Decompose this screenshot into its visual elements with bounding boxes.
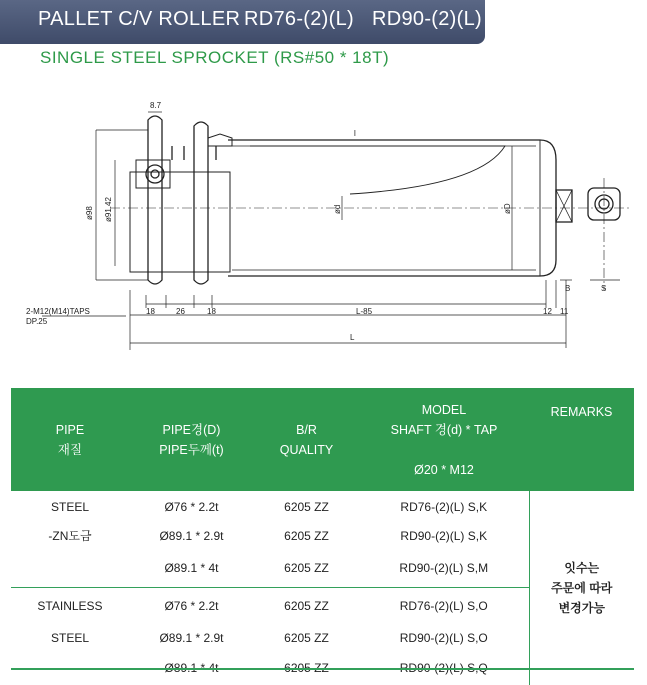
cell-pipe: Ø89.1 * 4t	[164, 560, 219, 575]
table-row	[11, 491, 634, 522]
cell-br: 6205 ZZ	[284, 499, 329, 514]
cell-pipe: Ø89.1 * 2.9t	[159, 630, 224, 645]
table-bottom-rule	[11, 668, 634, 670]
technical-drawing	[0, 90, 647, 360]
cell-pipe: Ø89.1 * 2.9t	[159, 528, 224, 543]
cell-model: RD76-(2)(L) S,O	[359, 587, 529, 624]
hub-bearing	[146, 165, 164, 183]
sprocket-tooth-2	[194, 122, 208, 284]
cell-pipe: Ø76 * 2.2t	[164, 499, 219, 514]
cell-material	[11, 549, 129, 587]
cell-br: 6205 ZZ	[254, 587, 359, 624]
header-br: B/R QUALITY	[254, 388, 359, 491]
dim-26: 26	[176, 307, 185, 316]
dim-l: l	[354, 129, 356, 138]
cell-br: 6205 ZZ	[284, 528, 329, 543]
dim-L: L	[350, 333, 355, 342]
cell-br: 6205 ZZ	[284, 630, 329, 645]
subtitle: SINGLE STEEL SPROCKET (RS#50 * 18T)	[40, 48, 390, 67]
header-pipe: PIPE 재질	[11, 388, 129, 491]
dim-phi-D: øD	[503, 203, 512, 214]
cell-material: STEEL	[50, 630, 89, 645]
dim-dia-91: ø91.42	[104, 197, 113, 222]
cell-br: 6205 ZZ	[284, 560, 329, 575]
header-remarks: REMARKS	[529, 388, 634, 491]
product-name: PALLET C/V ROLLER	[38, 8, 241, 30]
dim-18a: 18	[146, 307, 155, 316]
cell-material: STAINLESS	[11, 587, 129, 624]
dim-dp: DP.25	[26, 317, 48, 326]
cell-model: RD90-(2)(L) S,M	[399, 560, 489, 575]
hub-block	[136, 160, 170, 188]
cell-model: RD90-(2)(L) S,K	[400, 528, 488, 543]
model-2: RD90-(2)(L)	[372, 8, 482, 30]
title-row	[38, 8, 482, 31]
dim-B: B	[565, 284, 571, 293]
model-1: RD76-(2)(L)	[244, 8, 354, 30]
cell-model: RD90-(2)(L) S,O	[399, 630, 488, 645]
dim-11: 11	[560, 307, 569, 316]
cutaway-curve	[250, 146, 505, 194]
dim-12: 12	[543, 307, 552, 316]
sprocket-flange	[130, 172, 230, 272]
cell-material: -ZN도금	[48, 529, 92, 543]
dim-S: S	[601, 284, 607, 293]
sprocket-tooth-1	[148, 116, 162, 284]
cell-remarks: 잇수는 주문에 따라 변경가능	[529, 491, 634, 685]
hub-bearing-inner	[151, 170, 159, 178]
table-header	[11, 388, 634, 491]
spec-table	[11, 388, 634, 685]
dim-18b: 18	[207, 307, 216, 316]
header-model: MODEL SHAFT 경(d) * TAP Ø20 * M12	[359, 388, 529, 491]
title-bar	[0, 0, 485, 44]
cell-material: STEEL	[50, 499, 89, 514]
dim-L85: L-85	[356, 307, 373, 316]
header-pipe-size: PIPE경(D) PIPE두께(t)	[129, 388, 254, 491]
dim-dia-98: ø98	[85, 206, 94, 220]
dim-phi-d: ød	[333, 204, 342, 214]
dim-taps: 2-M12(M14)TAPS	[26, 307, 90, 316]
cell-model: RD76-(2)(L) S,K	[400, 499, 488, 514]
dim-8-7: 8.7	[150, 101, 162, 110]
cell-pipe: Ø76 * 2.2t	[129, 587, 254, 624]
